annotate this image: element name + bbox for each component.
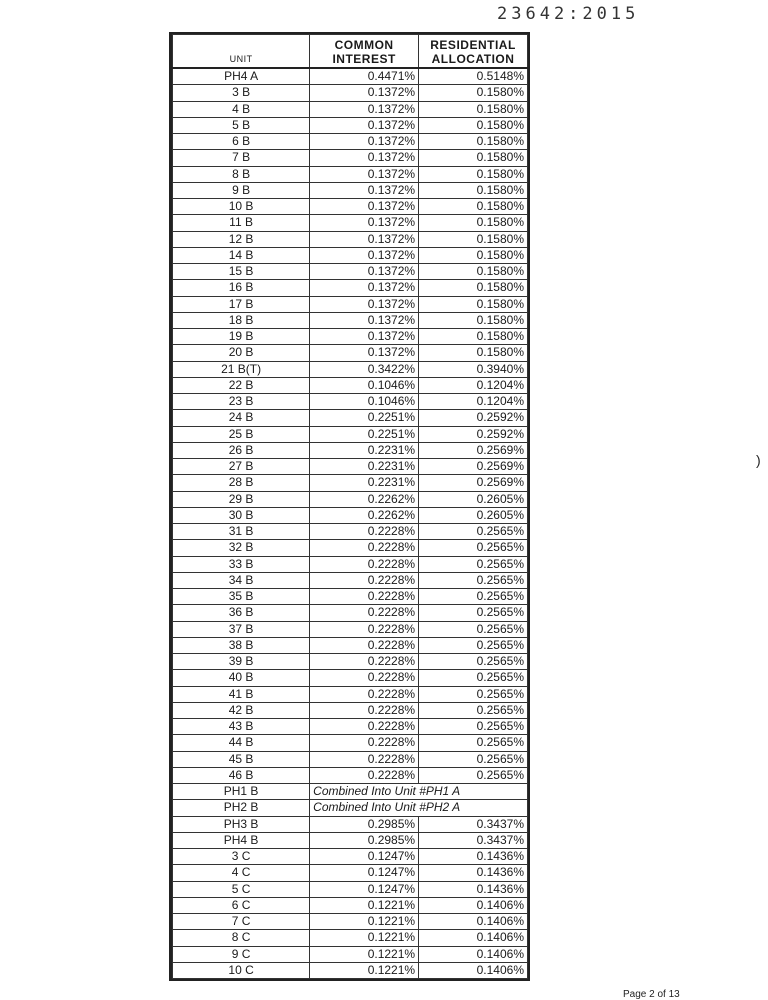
residential-allocation-cell: 0.1406% [419, 897, 528, 913]
table-row [173, 475, 528, 491]
margin-mark: ) [756, 452, 761, 468]
allocation-table-container [169, 32, 530, 981]
residential-allocation-cell: 0.3940% [419, 361, 528, 377]
table-row [173, 199, 528, 215]
unit-cell: PH3 B [173, 816, 310, 832]
common-interest-cell: 0.2262% [310, 491, 419, 507]
common-interest-cell: 0.2228% [310, 524, 419, 540]
common-interest-cell: 0.1372% [310, 231, 419, 247]
unit-cell: 34 B [173, 572, 310, 588]
table-row [173, 134, 528, 150]
residential-allocation-cell: 0.1406% [419, 930, 528, 946]
residential-allocation-cell: 0.2565% [419, 735, 528, 751]
table-row [173, 605, 528, 621]
residential-allocation-cell: 0.2569% [419, 442, 528, 458]
table-row [173, 621, 528, 637]
residential-allocation-cell: 0.2565% [419, 540, 528, 556]
table-row [173, 117, 528, 133]
unit-cell: 14 B [173, 247, 310, 263]
table-row [173, 881, 528, 897]
table-row [173, 540, 528, 556]
common-interest-cell: 0.1372% [310, 101, 419, 117]
common-interest-cell: 0.1372% [310, 150, 419, 166]
table-row [173, 377, 528, 393]
table-row [173, 85, 528, 101]
residential-allocation-cell: 0.1580% [419, 312, 528, 328]
common-interest-cell: 0.1372% [310, 345, 419, 361]
common-interest-cell: 0.1221% [310, 914, 419, 930]
residential-allocation-cell: 0.2565% [419, 767, 528, 783]
table-row [173, 816, 528, 832]
unit-cell: PH1 B [173, 784, 310, 800]
residential-allocation-cell: 0.1580% [419, 247, 528, 263]
common-interest-cell: 0.2228% [310, 589, 419, 605]
unit-cell: 5 B [173, 117, 310, 133]
residential-allocation-cell: 0.1204% [419, 377, 528, 393]
common-interest-cell: 0.2985% [310, 832, 419, 848]
common-interest-cell: 0.2228% [310, 751, 419, 767]
common-interest-cell: 0.2228% [310, 735, 419, 751]
unit-cell: 32 B [173, 540, 310, 556]
common-interest-cell: 0.2228% [310, 556, 419, 572]
common-interest-cell: 0.2228% [310, 621, 419, 637]
residential-allocation-column-header: RESIDENTIAL ALLOCATION [419, 35, 528, 69]
residential-allocation-cell: 0.1580% [419, 85, 528, 101]
unit-cell: 44 B [173, 735, 310, 751]
common-interest-cell: 0.1372% [310, 166, 419, 182]
residential-allocation-cell: 0.1436% [419, 881, 528, 897]
common-interest-cell: 0.1247% [310, 849, 419, 865]
unit-cell: 39 B [173, 654, 310, 670]
table-row [173, 166, 528, 182]
residential-allocation-cell: 0.1580% [419, 117, 528, 133]
common-interest-cell: 0.2251% [310, 410, 419, 426]
table-row [173, 946, 528, 962]
residential-allocation-cell: 0.2569% [419, 475, 528, 491]
table-row [173, 329, 528, 345]
common-interest-cell: 0.2251% [310, 426, 419, 442]
unit-cell: PH4 A [173, 68, 310, 85]
unit-cell: 8 B [173, 166, 310, 182]
table-row [173, 524, 528, 540]
table-row [173, 897, 528, 913]
table-row [173, 101, 528, 117]
residential-allocation-cell: 0.1580% [419, 280, 528, 296]
unit-cell: 42 B [173, 702, 310, 718]
unit-cell: 16 B [173, 280, 310, 296]
common-interest-column-header: COMMON INTEREST [310, 35, 419, 69]
residential-allocation-cell: 0.1436% [419, 849, 528, 865]
residential-allocation-cell: 0.1580% [419, 329, 528, 345]
table-row [173, 231, 528, 247]
table-row [173, 361, 528, 377]
residential-allocation-cell: 0.1580% [419, 231, 528, 247]
table-row [173, 962, 528, 978]
table-body [173, 68, 528, 979]
common-interest-cell: 0.1372% [310, 215, 419, 231]
common-interest-cell: 0.2228% [310, 686, 419, 702]
residential-allocation-cell: 0.2565% [419, 524, 528, 540]
unit-cell: PH2 B [173, 800, 310, 816]
table-row [173, 914, 528, 930]
unit-cell: 8 C [173, 930, 310, 946]
unit-cell: 41 B [173, 686, 310, 702]
table-row [173, 312, 528, 328]
unit-cell: 38 B [173, 637, 310, 653]
common-interest-cell: 0.2231% [310, 442, 419, 458]
residential-allocation-cell: 0.2565% [419, 751, 528, 767]
unit-cell: 11 B [173, 215, 310, 231]
table-row [173, 215, 528, 231]
common-interest-cell: 0.2228% [310, 540, 419, 556]
residential-allocation-cell: 0.2565% [419, 719, 528, 735]
table-row [173, 556, 528, 572]
table-row [173, 670, 528, 686]
residential-allocation-cell: 0.1204% [419, 394, 528, 410]
header-row [173, 35, 528, 69]
table-row [173, 459, 528, 475]
common-interest-cell: 0.2228% [310, 605, 419, 621]
unit-cell: 18 B [173, 312, 310, 328]
table-row [173, 751, 528, 767]
table-row [173, 800, 528, 816]
residential-allocation-cell: 0.1436% [419, 865, 528, 881]
table-row [173, 68, 528, 85]
common-interest-cell: 0.1046% [310, 394, 419, 410]
residential-allocation-cell: 0.2569% [419, 459, 528, 475]
residential-allocation-cell: 0.1580% [419, 296, 528, 312]
table-row [173, 930, 528, 946]
residential-allocation-cell: 0.1580% [419, 134, 528, 150]
common-interest-cell: 0.1221% [310, 962, 419, 978]
common-interest-cell: 0.1372% [310, 247, 419, 263]
combined-note-cell: Combined Into Unit #PH2 A [310, 800, 528, 816]
residential-allocation-cell: 0.2565% [419, 621, 528, 637]
table-row [173, 767, 528, 783]
common-interest-cell: 0.1221% [310, 946, 419, 962]
table-row [173, 394, 528, 410]
unit-cell: 30 B [173, 507, 310, 523]
common-interest-cell: 0.1372% [310, 85, 419, 101]
common-interest-cell: 0.1372% [310, 199, 419, 215]
table-row [173, 654, 528, 670]
unit-cell: 6 B [173, 134, 310, 150]
table-row [173, 410, 528, 426]
table-row [173, 150, 528, 166]
unit-cell: 10 B [173, 199, 310, 215]
unit-cell: 20 B [173, 345, 310, 361]
table-row [173, 702, 528, 718]
table-row [173, 849, 528, 865]
common-interest-cell: 0.1221% [310, 897, 419, 913]
residential-allocation-cell: 0.2565% [419, 702, 528, 718]
common-interest-cell: 0.1046% [310, 377, 419, 393]
unit-cell: 23 B [173, 394, 310, 410]
common-interest-cell: 0.2228% [310, 637, 419, 653]
unit-cell: 22 B [173, 377, 310, 393]
residential-allocation-cell: 0.1580% [419, 264, 528, 280]
table-row [173, 264, 528, 280]
residential-allocation-cell: 0.1580% [419, 150, 528, 166]
residential-allocation-cell: 0.1580% [419, 345, 528, 361]
common-interest-cell: 0.2228% [310, 572, 419, 588]
unit-cell: 7 C [173, 914, 310, 930]
unit-cell: 6 C [173, 897, 310, 913]
common-interest-cell: 0.1372% [310, 264, 419, 280]
unit-cell: 33 B [173, 556, 310, 572]
table-row [173, 572, 528, 588]
unit-cell: 4 B [173, 101, 310, 117]
unit-cell: 9 B [173, 182, 310, 198]
residential-allocation-cell: 0.2565% [419, 605, 528, 621]
unit-cell: 24 B [173, 410, 310, 426]
residential-allocation-cell: 0.2592% [419, 426, 528, 442]
unit-cell: 28 B [173, 475, 310, 491]
common-interest-cell: 0.1221% [310, 930, 419, 946]
unit-cell: 45 B [173, 751, 310, 767]
unit-cell: 12 B [173, 231, 310, 247]
unit-cell: 35 B [173, 589, 310, 605]
unit-cell: PH4 B [173, 832, 310, 848]
residential-allocation-cell: 0.1580% [419, 215, 528, 231]
common-interest-cell: 0.2985% [310, 816, 419, 832]
common-interest-cell: 0.3422% [310, 361, 419, 377]
unit-cell: 43 B [173, 719, 310, 735]
table-row [173, 491, 528, 507]
unit-cell: 21 B(T) [173, 361, 310, 377]
unit-cell: 3 C [173, 849, 310, 865]
residential-allocation-cell: 0.2565% [419, 556, 528, 572]
table-row [173, 735, 528, 751]
common-interest-cell: 0.4471% [310, 68, 419, 85]
table-header [173, 35, 528, 69]
unit-cell: 3 B [173, 85, 310, 101]
common-interest-cell: 0.2228% [310, 767, 419, 783]
residential-allocation-cell: 0.2565% [419, 589, 528, 605]
residential-allocation-cell: 0.2565% [419, 572, 528, 588]
residential-allocation-cell: 0.2565% [419, 670, 528, 686]
residential-allocation-cell: 0.3437% [419, 816, 528, 832]
unit-cell: 25 B [173, 426, 310, 442]
unit-cell: 10 C [173, 962, 310, 978]
unit-column-header: UNIT [173, 35, 310, 69]
residential-allocation-cell: 0.1406% [419, 946, 528, 962]
table-row [173, 280, 528, 296]
residential-allocation-cell: 0.1580% [419, 101, 528, 117]
unit-cell: 46 B [173, 767, 310, 783]
common-interest-cell: 0.2231% [310, 475, 419, 491]
common-interest-cell: 0.1247% [310, 881, 419, 897]
unit-cell: 7 B [173, 150, 310, 166]
unit-cell: 17 B [173, 296, 310, 312]
residential-allocation-cell: 0.2592% [419, 410, 528, 426]
residential-allocation-cell: 0.3437% [419, 832, 528, 848]
residential-allocation-cell: 0.2605% [419, 507, 528, 523]
common-interest-cell: 0.1372% [310, 329, 419, 345]
table-row [173, 589, 528, 605]
table-row [173, 247, 528, 263]
unit-cell: 9 C [173, 946, 310, 962]
common-interest-cell: 0.1372% [310, 182, 419, 198]
table-row [173, 686, 528, 702]
residential-allocation-cell: 0.2605% [419, 491, 528, 507]
common-interest-cell: 0.2228% [310, 654, 419, 670]
unit-cell: 36 B [173, 605, 310, 621]
unit-cell: 37 B [173, 621, 310, 637]
unit-cell: 40 B [173, 670, 310, 686]
table-row [173, 865, 528, 881]
table-row [173, 784, 528, 800]
table-row [173, 296, 528, 312]
residential-allocation-cell: 0.1580% [419, 199, 528, 215]
unit-cell: 19 B [173, 329, 310, 345]
common-interest-cell: 0.2231% [310, 459, 419, 475]
table-row [173, 637, 528, 653]
table-row [173, 345, 528, 361]
table-row [173, 442, 528, 458]
residential-allocation-cell: 0.1406% [419, 962, 528, 978]
residential-allocation-cell: 0.1580% [419, 166, 528, 182]
common-interest-cell: 0.1372% [310, 117, 419, 133]
residential-allocation-cell: 0.5148% [419, 68, 528, 85]
common-interest-cell: 0.1372% [310, 280, 419, 296]
common-interest-cell: 0.1372% [310, 296, 419, 312]
residential-allocation-cell: 0.1406% [419, 914, 528, 930]
table-row [173, 507, 528, 523]
residential-allocation-cell: 0.2565% [419, 654, 528, 670]
table-row [173, 832, 528, 848]
table-row [173, 182, 528, 198]
combined-note-cell: Combined Into Unit #PH1 A [310, 784, 528, 800]
recording-stamp: 23642:2015 [497, 4, 640, 24]
unit-cell: 29 B [173, 491, 310, 507]
common-interest-cell: 0.2228% [310, 719, 419, 735]
common-interest-cell: 0.1247% [310, 865, 419, 881]
common-interest-cell: 0.1372% [310, 134, 419, 150]
common-interest-cell: 0.2262% [310, 507, 419, 523]
unit-cell: 4 C [173, 865, 310, 881]
common-interest-cell: 0.1372% [310, 312, 419, 328]
common-interest-cell: 0.2228% [310, 702, 419, 718]
residential-allocation-cell: 0.2565% [419, 637, 528, 653]
unit-cell: 5 C [173, 881, 310, 897]
unit-cell: 27 B [173, 459, 310, 475]
common-interest-cell: 0.2228% [310, 670, 419, 686]
unit-cell: 26 B [173, 442, 310, 458]
unit-cell: 31 B [173, 524, 310, 540]
table-row [173, 719, 528, 735]
residential-allocation-cell: 0.1580% [419, 182, 528, 198]
allocation-table [172, 34, 528, 979]
residential-allocation-cell: 0.2565% [419, 686, 528, 702]
table-row [173, 426, 528, 442]
unit-cell: 15 B [173, 264, 310, 280]
page-number: Page 2 of 13 [623, 989, 680, 1000]
